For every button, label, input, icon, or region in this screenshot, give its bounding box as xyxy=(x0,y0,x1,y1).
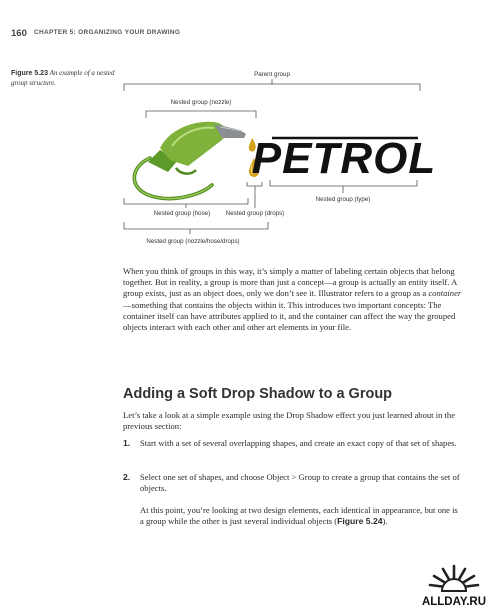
section-heading: Adding a Soft Drop Shadow to a Group xyxy=(123,386,393,402)
petrol-type-illustration: PETROL xyxy=(251,134,437,183)
label-nested-nozzle-hose-drops: Nested group (nozzle/hose/drops) xyxy=(146,238,240,245)
running-head: CHAPTER 5: ORGANIZING YOUR DRAWING xyxy=(34,29,181,36)
step-number: 1. xyxy=(123,438,131,448)
figure-reference: Figure 5.24 xyxy=(337,516,383,527)
bracket-nozzle xyxy=(146,111,256,118)
label-nested-nozzle: Nested group (nozzle) xyxy=(170,99,232,106)
nozzle-trigger xyxy=(176,168,196,174)
intro-paragraph xyxy=(123,266,463,333)
nozzle-body xyxy=(160,122,226,166)
figure-caption-text: An example of a nested group structure. xyxy=(11,69,115,87)
followup-text-before: At this point, you’re looking at two design elements, each identical in appearance, but one is a group while the other is just several individual objects ( xyxy=(140,505,458,527)
step-text: Start with a set of several overlapping shapes, and create an exact copy of that set of shapes. xyxy=(140,438,457,448)
label-nested-type: Nested group (type) xyxy=(315,196,371,203)
step-followup-paragraph xyxy=(140,505,463,527)
label-parent-group: Parent group xyxy=(254,71,290,78)
label-nested-drops: Nested group (drops) xyxy=(225,210,285,217)
page-number: 160 xyxy=(11,28,27,39)
figure-caption-label: Figure 5.23 xyxy=(11,70,48,77)
step-item-2 xyxy=(123,472,463,496)
bracket-nozzle-hose-drops xyxy=(124,222,268,229)
label-nested-hose: Nested group (hose) xyxy=(153,210,211,217)
nested-group-figure xyxy=(0,0,500,260)
step-number: 2. xyxy=(123,472,131,482)
intro-text-before: When you think of groups in this way, it’s simply a matter of labeling certain objects that belong together. But in reality, a group is more than just a concept—a group is actually an entity itself. A group exists, just as an object does, only we don’t see it. Illustrator refers to a group as a xyxy=(123,266,457,299)
fuel-nozzle-illustration xyxy=(134,122,246,199)
bracket-hose xyxy=(124,198,248,204)
step-text: Select one set of shapes, and choose Object > Group to create a group that contains the set of objects. xyxy=(140,472,460,494)
watermark-text: ALLDAY.RU xyxy=(421,596,487,608)
watermark-logo xyxy=(414,558,494,608)
intro-emphasis: container xyxy=(428,288,462,299)
step-item-1 xyxy=(123,438,463,462)
bracket-parent-group xyxy=(124,84,420,91)
intro-text-after: —something that contains the objects within it. This introduces two important concepts: The container itself can have attributes applied to it, and the container can affect the way the grouped objects interact with each other and other art elements in your file. xyxy=(123,299,456,333)
section-intro: Let’s take a look at a simple example using the Drop Shadow effect you just learned about in the previous section: xyxy=(123,410,456,432)
followup-text-after: ). xyxy=(382,516,388,527)
sun-half-disc xyxy=(442,579,466,591)
